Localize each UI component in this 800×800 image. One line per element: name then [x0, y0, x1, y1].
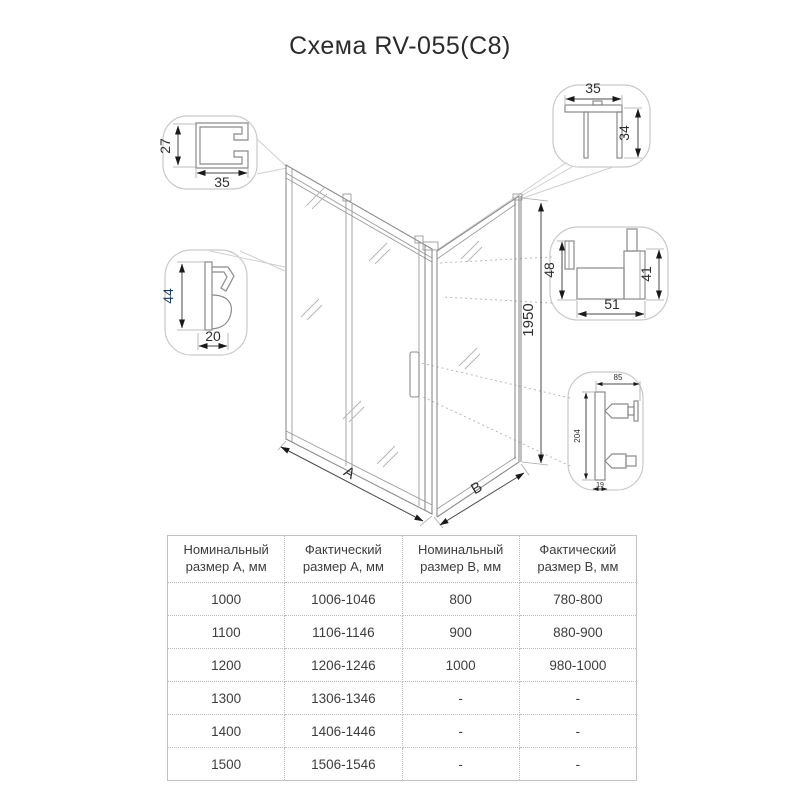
table-cell: 1506-1546: [285, 748, 402, 781]
table-cell: 1200: [168, 649, 285, 682]
table-row: [168, 682, 637, 715]
header-actual-b: Фактический размер В, мм: [519, 536, 636, 583]
dim-corner-width: 51: [604, 296, 620, 312]
table-cell: 1106-1146: [285, 616, 402, 649]
table-cell: 800: [402, 583, 519, 616]
table-cell: 1100: [168, 616, 285, 649]
dim-bottomrail-width: 20: [205, 328, 221, 344]
table-cell: 1300: [168, 682, 285, 715]
dim-height-label: 1950: [520, 303, 537, 337]
shower-enclosure: [286, 165, 522, 517]
table-cell: 1406-1446: [285, 715, 402, 748]
table-cell: 780-800: [519, 583, 636, 616]
dim-b-label: B: [468, 478, 486, 499]
table-cell: 1206-1246: [285, 649, 402, 682]
table-cell: -: [402, 715, 519, 748]
dim-wallpost-width: 35: [585, 80, 601, 96]
table-cell: 900: [402, 616, 519, 649]
header-actual-a: Фактический размер А, мм: [285, 536, 402, 583]
dim-toprail-height: 27: [157, 138, 173, 154]
table-row: [168, 748, 637, 781]
header-nominal-a: Номинальный размер А, мм: [168, 536, 285, 583]
dim-handle-width: 85: [613, 373, 623, 382]
table-cell: 1006-1046: [285, 583, 402, 616]
table-header-row: [168, 536, 637, 583]
table-row: [168, 616, 637, 649]
table-row: [168, 649, 637, 682]
table-cell: 880-900: [519, 616, 636, 649]
dim-corner-right: 41: [638, 266, 654, 282]
dim-wallpost-height: 34: [616, 125, 632, 141]
table-row: [168, 583, 637, 616]
diagram-title: Схема RV-055(C8): [289, 32, 511, 60]
dim-handle-bar-width: 19: [596, 482, 604, 489]
dim-bottomrail-height: 44: [160, 288, 176, 304]
callout-bubbles: [163, 85, 668, 490]
table-cell: -: [519, 682, 636, 715]
table-cell: 1000: [168, 583, 285, 616]
dim-a-label: A: [340, 463, 358, 483]
table-cell: -: [402, 748, 519, 781]
table-row: [168, 715, 637, 748]
table-cell: -: [519, 748, 636, 781]
table-cell: 1400: [168, 715, 285, 748]
table-cell: -: [519, 715, 636, 748]
table-cell: 980-1000: [519, 649, 636, 682]
table-cell: 1000: [402, 649, 519, 682]
header-nominal-b: Номинальный размер В, мм: [402, 536, 519, 583]
table-cell: 1500: [168, 748, 285, 781]
table-cell: 1306-1346: [285, 682, 402, 715]
size-table: [167, 535, 637, 781]
table-cell: -: [402, 682, 519, 715]
dim-toprail-width: 35: [214, 174, 230, 190]
dim-corner-left: 48: [541, 262, 557, 278]
glass-shine-marks: [301, 188, 482, 467]
door-handle: [410, 352, 419, 397]
dim-handle-height: 204: [573, 429, 582, 443]
main-dimensions: [278, 198, 548, 528]
